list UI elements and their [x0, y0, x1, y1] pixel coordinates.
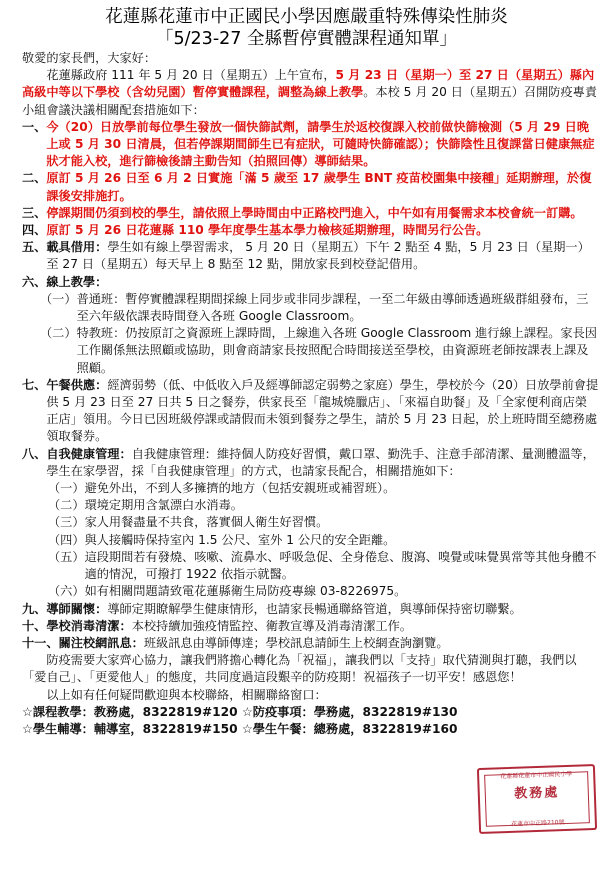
contact-intro: 以上如有任何疑問歡迎與本校聯絡，相關聯絡窗口： — [46, 687, 327, 702]
item-heading: 載具借用： — [46, 240, 108, 255]
item-11 — [22, 635, 599, 652]
contact-line-1: ☆課程教學：教務處，8322819#120 ☆防疫事項：學務處，8322819#130 — [22, 704, 458, 719]
item-8-sub-3 — [48, 514, 599, 531]
sub-text: 家人用餐盡量不共食，落實個人衛生好習慣。 — [84, 515, 329, 530]
item-8-sub-6 — [48, 583, 599, 600]
sub-text: 環境定期用含氯漂白水消毒。 — [84, 498, 243, 513]
item-8-sub-5 — [48, 549, 599, 583]
item-1 — [22, 119, 599, 171]
intro-part-c: 。本校 5 月 20 日（星期五）召開防疫專責小組會議決議相關配套措施如下： — [22, 85, 598, 117]
title-line-2: 「5/23-27 全縣暫停實體課程通知單」 — [156, 29, 457, 49]
document-body — [0, 50, 613, 738]
sub-text: 特教班：仍按原訂之資源班上課時間，上線進入各班 Google Classroom 進行線上課程。家長因工作關係無法照顧或協助，則會商請家長按照配合時間接送至學校，由資源班老師按課表上課及照顧。 — [76, 326, 597, 375]
item-number: 十一、 — [22, 635, 59, 650]
item-heading: 關注校網訊息： — [58, 635, 144, 650]
sub-number: （五） — [48, 549, 85, 564]
item-number: 六、 — [22, 274, 47, 289]
item-number: 十、 — [22, 618, 47, 633]
title-line-1: 花蓮縣花蓮市中正國民小學因應嚴重特殊傳染性肺炎 — [105, 7, 508, 27]
item-5 — [22, 239, 599, 273]
item-8 — [22, 446, 599, 480]
item-heading: 線上教學： — [46, 274, 108, 289]
item-number: 三、 — [22, 205, 47, 220]
item-text: 經濟弱勢（低、中低收入戶及經導師認定弱勢之家庭）學生，學校於今（20）日放學前會提供 5 月 23 日至 27 日共 5 日之餐券，供家長至「龍城燒臘店」、「來福自助餐」及「全家便利商店榮正店」領用。今日已因班級停課或請假而未領到餐券之學生，請於 5 月 23 日起，於上班時間至總務處領取餐券。 — [46, 377, 599, 444]
item-6-sub-2 — [40, 325, 599, 377]
item-7 — [22, 377, 599, 446]
item-9 — [22, 601, 599, 618]
sub-text: 與人接觸時保持室內 1.5 公尺、室外 1 公尺的安全距離。 — [84, 532, 396, 547]
intro-paragraph — [22, 67, 599, 119]
intro-part-a: 花蓮縣政府 111 年 5 月 20 日（星期五）上午宣布， — [46, 68, 336, 83]
item-heading: 自我健康管理： — [46, 446, 132, 461]
item-number: 四、 — [22, 223, 47, 238]
sub-number: （三） — [48, 515, 85, 530]
item-2 — [22, 170, 599, 204]
item-text: 導師定期瞭解學生健康情形，也請家長暢通聯絡管道，與導師保持密切聯繫。 — [107, 601, 522, 616]
item-heading: 導師關懷： — [46, 601, 108, 616]
item-number: 五、 — [22, 240, 47, 255]
sub-number: （二） — [48, 498, 85, 513]
item-heading: 午餐供應： — [46, 377, 108, 392]
sub-number: （六） — [48, 584, 85, 599]
item-10 — [22, 618, 599, 635]
stamp-bottom-text: 花蓮市中正路210號 — [511, 819, 565, 828]
item-6-sub-1 — [40, 291, 599, 325]
item-8-sub-4 — [48, 532, 599, 549]
closing-paragraph: 防疫需要大家齊心協力，讓我們將擔心轉化為「祝福」，讓我們以「支持」取代猜測與打聽，我們以「愛自己」、「更愛他人」的態度，共同度過這段艱辛的防疫期！祝福孩子一切平安！感恩您！ — [22, 653, 577, 685]
intro-highlight: 5 月 23 日（星期一）至 27 日（星期五）縣內高級中等以下學校（含幼兒園）暫停實體課程，調整為線上教學 — [22, 68, 595, 100]
item-text: 原訂 5 月 26 日花蓮縣 110 學年度學生基本學力檢核延期辦理，時間另行公告。 — [46, 223, 489, 238]
item-number: 九、 — [22, 601, 47, 616]
contact-line-2: ☆學生輔導：輔導室，8322819#150 ☆學生午餐：總務處，8322819#160 — [22, 721, 458, 736]
item-text: 班級訊息由導師傳達；學校訊息請師生上校網查詢瀏覽。 — [143, 635, 449, 650]
sub-text: 這段期間若有發燒、咳嗽、流鼻水、呼吸急促、全身倦怠、腹瀉、嗅覺或味覺異常等其他身體不適的情況，可撥打 1922 依指示就醫。 — [84, 549, 597, 582]
item-4 — [22, 222, 599, 239]
item-text: 今（20）日放學前每位學生發放一個快篩試劑，請學生於返校復課入校前做快篩檢測（5 月 29 日晚上或 5 月 30 日清晨，但若停課期間師生已有症狀，可隨時快篩確認）；快篩陰性且復課當日健康無症狀才能入校，進行篩檢後請主動告知（拍照回傳）導師結果。 — [46, 119, 595, 169]
document-title — [0, 6, 613, 50]
item-text: 停課期間仍須到校的學生，請依照上學時間由中正路校門進入，中午如有用餐需求本校會統一訂購。 — [46, 205, 583, 220]
item-number: 一、 — [22, 119, 47, 134]
item-text: 學生如有線上學習需求， 5 月 20 日（星期五）下午 2 點至 4 點，5 月 23 日（星期一）至 27 日（星期五）每天早上 8 點至 12 點，開放家長到校登記借用。 — [46, 240, 590, 272]
sub-number: （一） — [48, 481, 85, 496]
stamp-top-text: 花蓮縣花蓮市中正國民小學 — [500, 770, 573, 781]
sub-text: 普通班：暫停實體課程期間採線上同步或非同步課程，一至二年級由導師透過班級群組發布，三至六年級依課表時間登入各班 Google Classroom。 — [76, 291, 589, 324]
item-8-sub-2 — [48, 497, 599, 514]
stamp-main-text: 教務處 — [514, 785, 560, 802]
office-seal-stamp — [477, 764, 597, 834]
item-number: 二、 — [22, 171, 47, 186]
sub-text: 避免外出，不到人多擁擠的地方（包括安親班或補習班）。 — [84, 481, 396, 496]
item-number: 七、 — [22, 377, 47, 392]
item-text: 自我健康管理：維持個人防疫好習慣，戴口罩、勤洗手、注意手部清潔、量測體溫等，學生在家學習，採「自我健康管理」的方式，也請家長配合，相關措施如下： — [46, 446, 595, 478]
sub-number: （四） — [48, 532, 85, 547]
item-6 — [22, 274, 599, 291]
sub-text: 如有相關問題請致電花蓮縣衛生局防疫專線 03-8226975。 — [84, 584, 407, 599]
item-3 — [22, 205, 599, 222]
sub-number: （二） — [40, 326, 77, 341]
item-text: 原訂 5 月 26 日至 6 月 2 日實施「滿 5 歲至 17 歲學生 BNT 疫苗校園集中接種」延期辦理，於復課後安排施打。 — [46, 171, 592, 203]
item-8-sub-1 — [48, 480, 599, 497]
sub-number: （一） — [40, 291, 77, 306]
item-text: 本校持續加強疫情監控、衛教宣導及消毒清潔工作。 — [131, 618, 412, 633]
item-number: 八、 — [22, 446, 47, 461]
greeting: 敬愛的家長們，大家好： — [22, 51, 157, 65]
item-heading: 學校消毒清潔： — [46, 618, 132, 633]
